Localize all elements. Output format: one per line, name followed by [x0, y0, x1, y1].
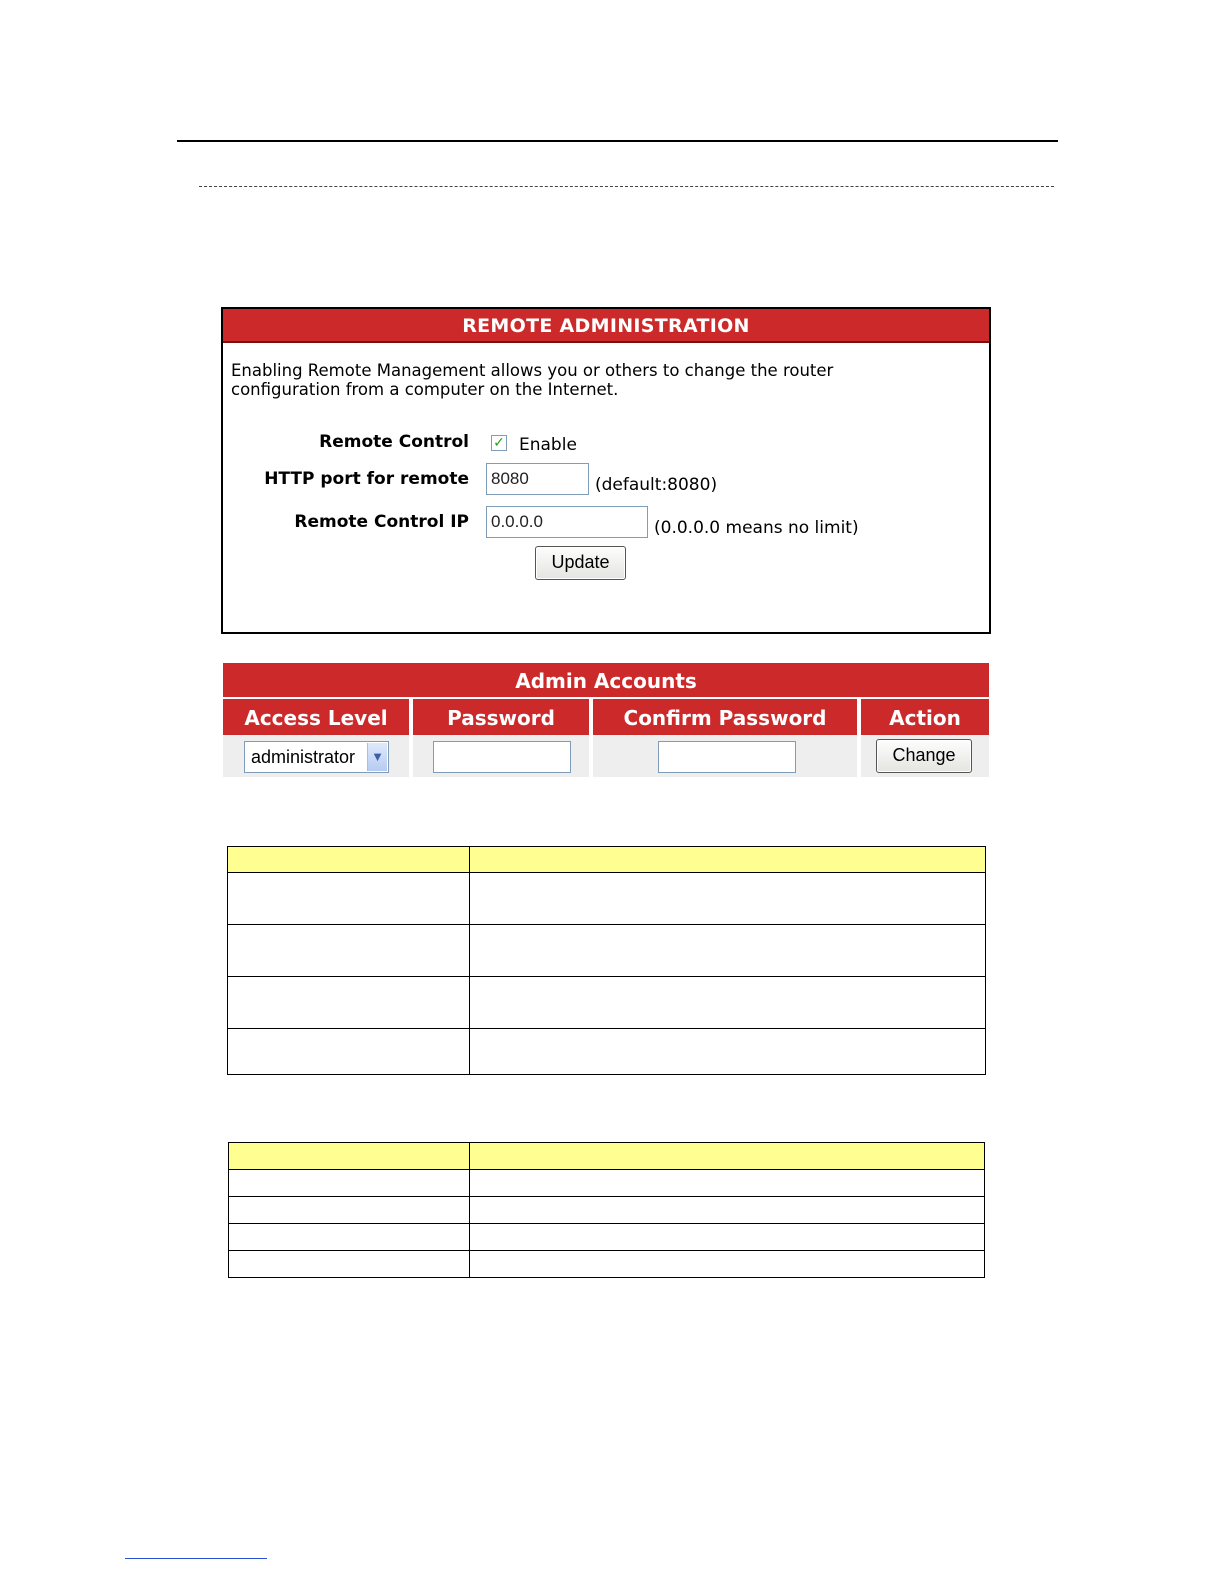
confirm-password-cell — [593, 735, 861, 777]
admin-accounts-header-row — [223, 699, 989, 735]
table-row — [229, 1224, 985, 1251]
remote-control-label: Remote Control — [319, 432, 469, 452]
table-row — [228, 925, 986, 977]
chevron-down-icon[interactable]: ▼ — [367, 743, 387, 771]
remote-administration-panel — [221, 307, 991, 634]
remote-control-ip-input[interactable]: 0.0.0.0 — [486, 506, 648, 538]
update-button[interactable]: Update — [535, 546, 626, 580]
top-rule — [177, 140, 1058, 142]
http-port-input[interactable]: 8080 — [486, 463, 589, 495]
column-header-password: Password — [413, 699, 593, 735]
parameter-table-1 — [227, 846, 986, 1075]
table-row — [229, 1251, 985, 1278]
http-port-label: HTTP port for remote — [264, 469, 469, 489]
access-level-select[interactable] — [244, 741, 389, 773]
table-row — [228, 977, 986, 1029]
description-line-1: Enabling Remote Management allows you or others to change the router — [231, 361, 834, 380]
table-row — [228, 873, 986, 925]
footnote-rule — [125, 1558, 267, 1559]
password-input[interactable] — [433, 741, 571, 773]
table-row — [229, 1197, 985, 1224]
access-level-cell — [223, 735, 413, 777]
remote-control-ip-label: Remote Control IP — [294, 512, 469, 532]
description-line-2: configuration from a computer on the Internet. — [231, 380, 619, 399]
confirm-password-input[interactable] — [658, 741, 796, 773]
enable-label: Enable — [519, 435, 577, 455]
change-button[interactable]: Change — [876, 739, 972, 773]
column-header-action: Action — [861, 699, 989, 735]
column-header-access-level: Access Level — [223, 699, 413, 735]
checkmark-icon: ✓ — [493, 435, 505, 451]
dashed-divider — [199, 186, 1054, 187]
parameter-table-2 — [228, 1142, 985, 1278]
remote-administration-title: REMOTE ADMINISTRATION — [223, 309, 989, 343]
table-row — [223, 735, 989, 777]
remote-administration-description — [231, 361, 931, 399]
password-cell — [413, 735, 593, 777]
table-row — [229, 1170, 985, 1197]
remote-control-enable-checkbox[interactable] — [491, 435, 507, 451]
access-level-selected-value: administrator — [251, 747, 356, 767]
admin-accounts-title: Admin Accounts — [223, 663, 989, 699]
action-cell — [861, 735, 989, 777]
admin-accounts-table — [223, 663, 989, 777]
http-port-hint: (default:8080) — [595, 475, 718, 495]
column-header-confirm-password: Confirm Password — [593, 699, 861, 735]
table-header-row — [229, 1143, 985, 1170]
table-header-row — [228, 847, 986, 873]
remote-control-ip-hint: (0.0.0.0 means no limit) — [654, 518, 859, 538]
table-row — [228, 1029, 986, 1075]
